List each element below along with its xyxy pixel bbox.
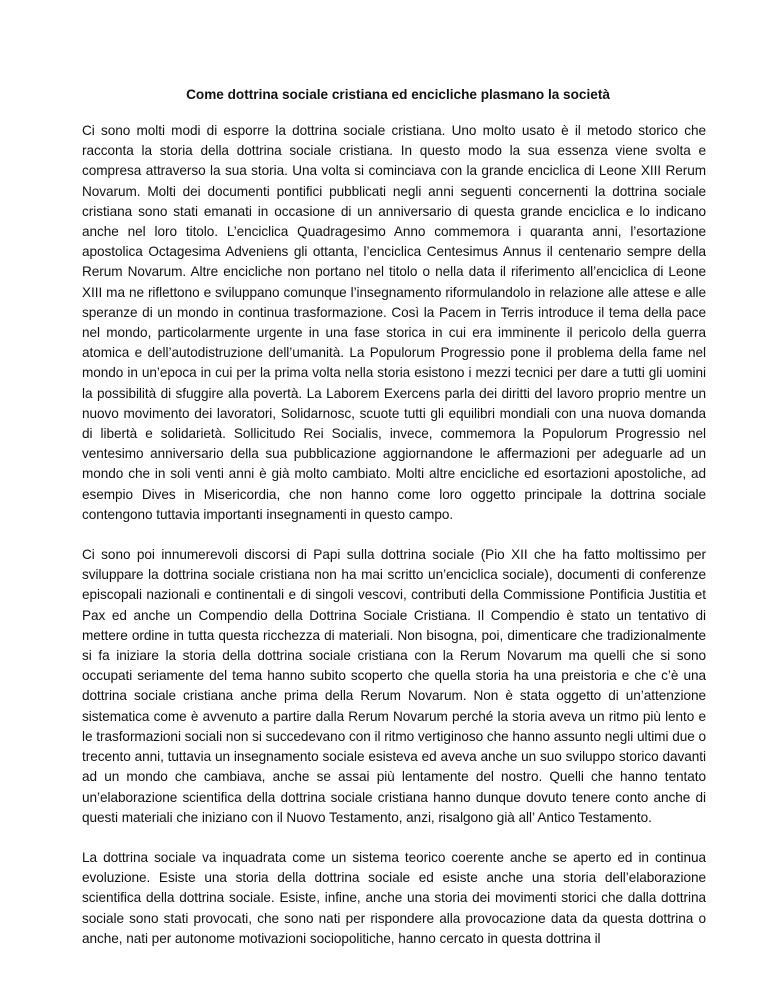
- paragraph-1: Ci sono molti modi di esporre la dottrina sociale cristiana. Uno molto usato è il metodo storico che racconta la storia della dottrina sociale cristiana. In questo modo la sua essenza viene svolta e compresa attraverso la sua storia. Una volta si cominciava con la grande enciclica di Leone XIII Rerum Novarum. Molti dei documenti pontifici pubblicati negli anni seguenti concernenti la dottrina sociale cristiana sono stati emanati in occasione di un anniversario di questa grande enciclica e lo indicano anche nel loro titolo. L’enciclica Quadragesimo Anno commemora i quaranta anni, l’esortazione apostolica Octagesima Adveniens gli ottanta, l’enciclica Centesimus Annus il centenario sempre della Rerum Novarum. Altre encicliche non portano nel titolo o nella data il riferimento all’enciclica di Leone XIII ma ne riflettono e sviluppano comunque l’insegnamento riformulandolo in relazione alle attese e alle speranze di un mondo in continua trasformazione. Così la Pacem in Terris introduce il tema della pace nel mondo, particolarmente urgente in una fase storica in cui era imminente il pericolo della guerra atomica e dell’autodistruzione dell’umanità. La Populorum Progressio pone il problema della fame nel mondo in un’epoca in cui per la prima volta nella storia esistono i mezzi tecnici per dare a tutti gli uomini la possibilità di sfuggire alla povertà. La Laborem Exercens parla dei diritti del lavoro proprio mentre un nuovo movimento dei lavoratori, Solidarnosc, scuote tutti gli equilibri mondiali con una nuova domanda di libertà e solidarietà. Sollicitudo Rei Socialis, invece, commemora la Populorum Progressio nel ventesimo anniversario della sua pubblicazione aggiornandone le affermazioni per adeguarle ad un mondo che in soli venti anni è già molto cambiato. Molti altre encicliche ed esortazioni apostoliche, ad esempio Dives in Misericordia, che non hanno come loro oggetto principale la dottrina sociale contengono tuttavia importanti insegnamenti in questo campo.: [82, 123, 706, 522]
- paragraph-3: La dottrina sociale va inquadrata come un sistema teorico coerente anche se aperto ed in continua evoluzione. Esiste una storia della dottrina sociale ed esiste anche una storia dell’elaborazione scientifica della dottrina sociale. Esiste, infine, anche una storia dei movimenti storici che dalla dottrina sociale sono stati provocati, che sono nati per rispondere alla provocazione data da questa dottrina o anche, nati per autonome motivazioni sociopolitiche, hanno cercato in questa dottrina il: [82, 849, 706, 946]
- paragraph-2: Ci sono poi innumerevoli discorsi di Papi sulla dottrina sociale (Pio XII che ha fatto moltissimo per sviluppare la dottrina sociale cristiana non ha mai scritto un’enciclica sociale), documenti di conferenze episcopali nazionali e continentali e di singoli vescovi, contributi della Commissione Pontificia Justitia et Pax ed anche un Compendio della Dottrina Sociale Cristiana. Il Compendio è stato un tentativo di mettere ordine in tutta questa ricchezza di materiali. Non bisogna, poi, dimenticare che tradizionalmente si fa iniziare la storia della dottrina sociale cristiana con la Rerum Novarum ma quelli che si sono occupati seriamente del tema hanno subito scoperto che quella storia ha una preistoria e che c’è una dottrina sociale cristiana anche prima della Rerum Novarum. Non è stata oggetto di un’attenzione sistematica come è avvenuto a partire dalla Rerum Novarum perché la storia aveva un ritmo più lento e le trasformazioni sociali non si succedevano con il ritmo vertiginoso che hanno assunto negli ultimi due o trecento anni, tuttavia un insegnamento sociale esisteva ed aveva anche un suo sviluppo storico davanti ad un mondo che cambiava, anche se assai più lentamente del nostro. Quelli che hanno tentato un’elaborazione scientifica della dottrina sociale cristiana hanno dunque dovuto tenere conto anche di questi materiali che iniziano con il Nuovo Testamento, anzi, risalgono già all’ Antico Testamento.: [82, 547, 706, 825]
- document-title: Come dottrina sociale cristiana ed encicliche plasmano la società: [186, 87, 610, 102]
